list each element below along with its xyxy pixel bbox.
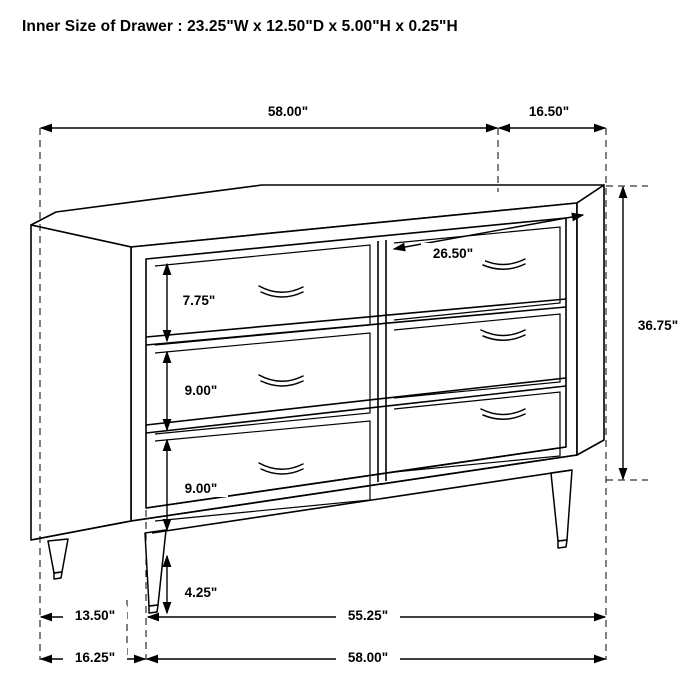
label-drawer-height-middle: 9.00": [184, 383, 218, 398]
page-title: Inner Size of Drawer : 23.25"W x 12.50"D x 5.00"H x 0.25"H: [22, 18, 458, 35]
label-bottom-width: 58.00": [347, 650, 389, 665]
label-leg-height: 4.25": [184, 585, 218, 600]
label-drawer-height-bottom: 9.00": [184, 481, 218, 496]
label-base-width: 55.25": [347, 608, 389, 623]
label-overall-height: 36.75": [637, 318, 679, 333]
label-side-depth-base: 16.25": [74, 650, 116, 665]
dresser-body: [31, 185, 604, 540]
label-drawer-height-top: 7.75": [182, 293, 216, 308]
label-top-width: 58.00": [267, 104, 309, 119]
label-drawer-width: 26.50": [432, 246, 474, 261]
label-top-depth: 16.50": [528, 104, 570, 119]
label-side-depth-lower: 13.50": [74, 608, 116, 623]
